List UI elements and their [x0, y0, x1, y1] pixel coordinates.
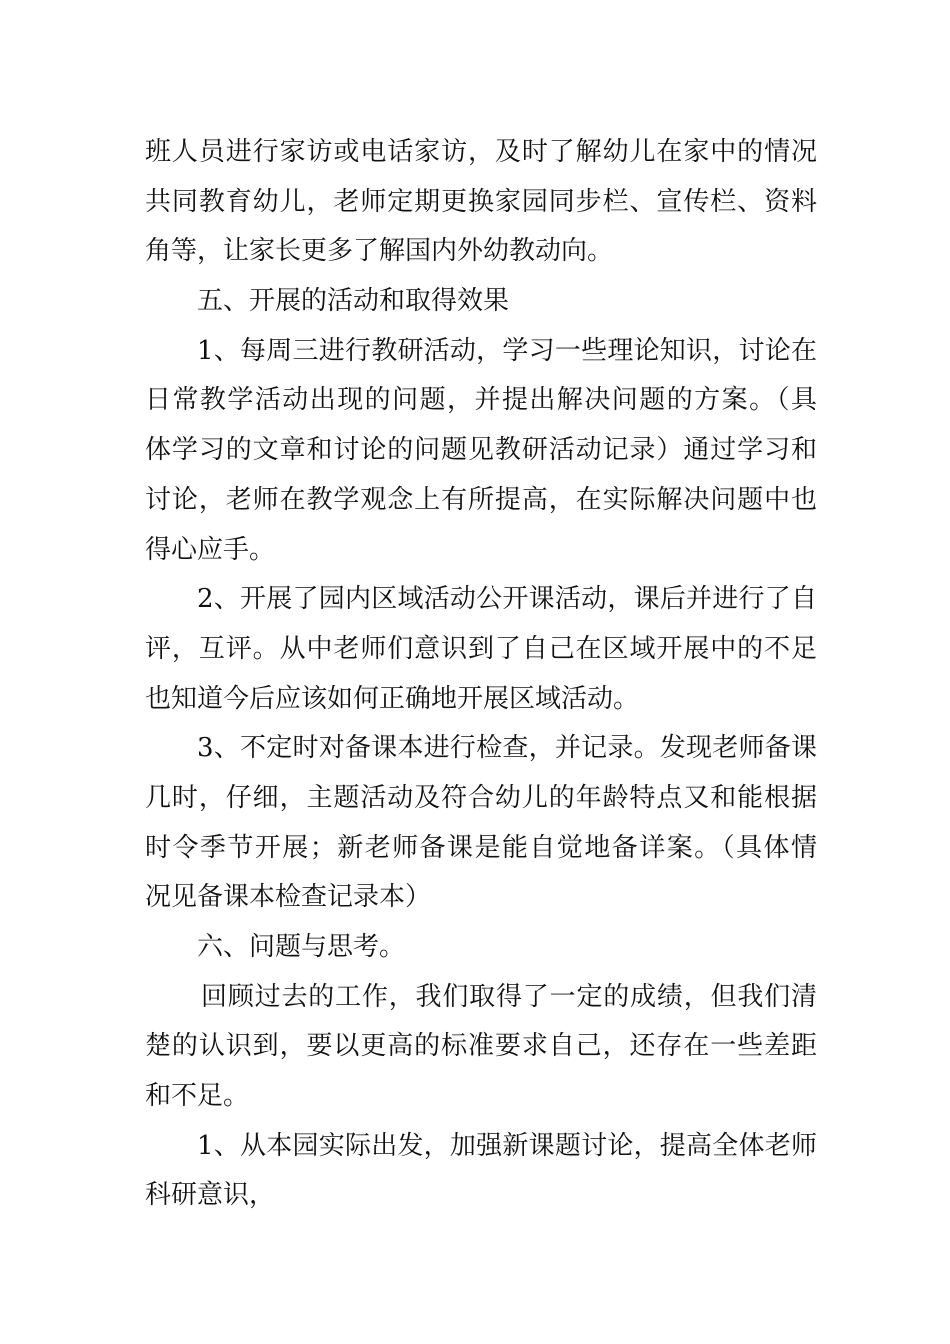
text-line: 楚的认识到，要以更高的标准要求自己，还存在一些差距	[145, 1031, 817, 1062]
text-line: 体学习的文章和讨论的问题见教研活动记录）通过学习和	[145, 435, 817, 466]
section-heading: 五、开展的活动和取得效果	[197, 286, 510, 317]
text-line: 3、不定时对备课本进行检查，并记录。发现老师备课	[197, 733, 817, 764]
text-line: 评，互评。从中老师们意识到了自己在区域开展中的不足	[145, 633, 817, 664]
text-line: 1、每周三进行教研活动，学习一些理论知识，讨论在	[197, 335, 817, 366]
text-line: 讨论，老师在教学观念上有所提高，在实际解决问题中也	[145, 484, 817, 515]
document-body	[145, 128, 817, 1221]
text-line: 角等，让家长更多了解国内外幼教动向。	[145, 236, 614, 267]
text-line: 时令季节开展；新老师备课是能自觉地备详案。（具体情	[145, 832, 817, 863]
text-line: 日常教学活动出现的问题，并提出解决问题的方案。（具	[145, 385, 817, 416]
text-line: 2、开展了园内区域活动公开课活动，课后并进行了自	[197, 584, 817, 615]
section-heading: 六、问题与思考。	[197, 932, 406, 962]
text-line: 班人员进行家访或电话家访，及时了解幼儿在家中的情况	[145, 137, 817, 167]
text-line: 回顾过去的工作，我们取得了一定的成绩，但我们清	[201, 981, 817, 1012]
text-line: 和不足。	[145, 1081, 250, 1112]
text-line: 也知道今后应该如何正确地开展区域活动。	[145, 683, 640, 714]
text-line: 共同教育幼儿，老师定期更换家园同步栏、宣传栏、资料	[145, 186, 817, 217]
text-line: 几时，仔细，主题活动及符合幼儿的年龄特点又和能根据	[145, 782, 817, 813]
text-line: 1、从本园实际出发，加强新课题讨论，提高全体老师	[197, 1130, 817, 1161]
text-line: 况见备课本检查记录本）	[145, 882, 432, 913]
text-line: 得心应手。	[145, 534, 276, 565]
text-line: 科研意识，	[145, 1180, 276, 1211]
